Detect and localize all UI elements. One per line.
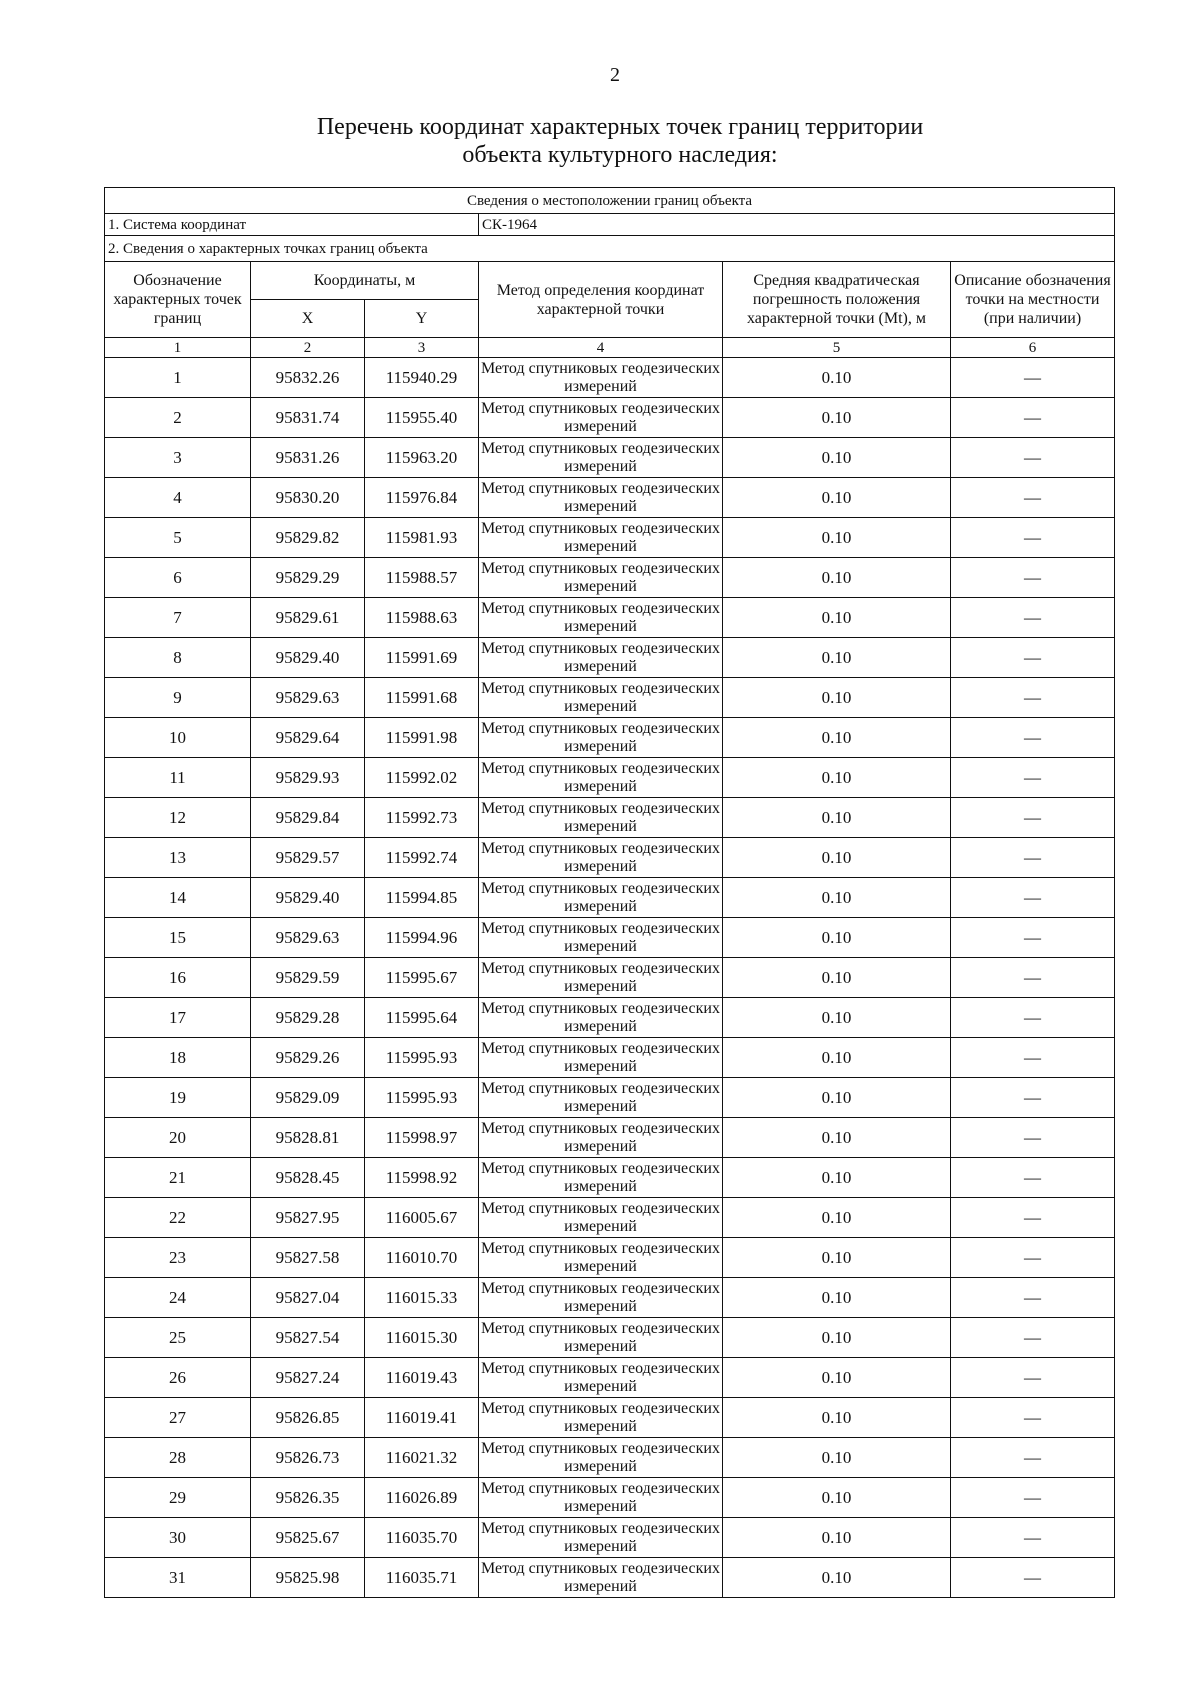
description-cell: —: [951, 1198, 1115, 1238]
point-number: 5: [105, 518, 251, 558]
point-number: 25: [105, 1318, 251, 1358]
point-number: 18: [105, 1038, 251, 1078]
accuracy-value: 0.10: [723, 1118, 951, 1158]
description-cell: —: [951, 1518, 1115, 1558]
point-number: 9: [105, 678, 251, 718]
y-coordinate: 116015.33: [365, 1278, 479, 1318]
table-row: [105, 1158, 1115, 1198]
x-coordinate: 95829.59: [251, 958, 365, 998]
y-coordinate: 116021.32: [365, 1438, 479, 1478]
table-row: [105, 1278, 1115, 1318]
method-cell: Метод спутниковых геодезических измерений: [479, 678, 723, 718]
description-cell: —: [951, 1558, 1115, 1598]
method-cell: Метод спутниковых геодезических измерений: [479, 358, 723, 398]
x-coordinate: 95829.63: [251, 678, 365, 718]
table-row: [105, 1438, 1115, 1478]
table-row: [105, 1358, 1115, 1398]
method-cell: Метод спутниковых геодезических измерений: [479, 1438, 723, 1478]
point-number: 6: [105, 558, 251, 598]
x-coordinate: 95829.64: [251, 718, 365, 758]
column-number: 2: [251, 338, 365, 358]
y-coordinate: 115995.64: [365, 998, 479, 1038]
description-cell: —: [951, 1078, 1115, 1118]
x-coordinate: 95827.58: [251, 1238, 365, 1278]
coordinate-system-label: 1. Система координат: [105, 214, 479, 236]
table-row: [105, 638, 1115, 678]
accuracy-value: 0.10: [723, 1398, 951, 1438]
table-row: [105, 958, 1115, 998]
x-coordinate: 95829.82: [251, 518, 365, 558]
accuracy-value: 0.10: [723, 398, 951, 438]
description-cell: —: [951, 1438, 1115, 1478]
y-coordinate: 116015.30: [365, 1318, 479, 1358]
accuracy-value: 0.10: [723, 1438, 951, 1478]
column-number: 1: [105, 338, 251, 358]
table-row: [105, 998, 1115, 1038]
table-row: [105, 678, 1115, 718]
x-coordinate: 95828.45: [251, 1158, 365, 1198]
document-title-line-1: Перечень координат характерных точек границ территории: [316, 114, 924, 140]
x-coordinate: 95829.09: [251, 1078, 365, 1118]
description-cell: —: [951, 798, 1115, 838]
y-coordinate: 115981.93: [365, 518, 479, 558]
method-cell: Метод спутниковых геодезических измерений: [479, 518, 723, 558]
point-number: 11: [105, 758, 251, 798]
description-cell: —: [951, 478, 1115, 518]
y-coordinate: 116026.89: [365, 1478, 479, 1518]
description-cell: —: [951, 1278, 1115, 1318]
method-cell: Метод спутниковых геодезических измерений: [479, 598, 723, 638]
x-coordinate: 95829.40: [251, 878, 365, 918]
column-number: 3: [365, 338, 479, 358]
table-row: [105, 838, 1115, 878]
accuracy-value: 0.10: [723, 1158, 951, 1198]
method-cell: Метод спутниковых геодезических измерений: [479, 1398, 723, 1438]
y-coordinate: 115994.96: [365, 918, 479, 958]
description-cell: —: [951, 438, 1115, 478]
accuracy-value: 0.10: [723, 1038, 951, 1078]
y-coordinate: 115994.85: [365, 878, 479, 918]
method-cell: Метод спутниковых геодезических измерений: [479, 1358, 723, 1398]
description-cell: —: [951, 1398, 1115, 1438]
point-number: 12: [105, 798, 251, 838]
table-row: [105, 1318, 1115, 1358]
accuracy-value: 0.10: [723, 638, 951, 678]
point-number: 3: [105, 438, 251, 478]
y-coordinate: 116019.43: [365, 1358, 479, 1398]
description-cell: —: [951, 1318, 1115, 1358]
page-number: 2: [610, 64, 620, 86]
table-row: [105, 558, 1115, 598]
table-row: [105, 1398, 1115, 1438]
accuracy-value: 0.10: [723, 1558, 951, 1598]
y-coordinate: 115988.57: [365, 558, 479, 598]
accuracy-value: 0.10: [723, 678, 951, 718]
x-coordinate: 95831.26: [251, 438, 365, 478]
description-cell: —: [951, 1038, 1115, 1078]
accuracy-value: 0.10: [723, 358, 951, 398]
table-row: [105, 718, 1115, 758]
section-2-label: 2. Сведения о характерных точках границ объекта: [105, 236, 1115, 262]
accuracy-value: 0.10: [723, 478, 951, 518]
accuracy-value: 0.10: [723, 718, 951, 758]
method-cell: Метод спутниковых геодезических измерений: [479, 918, 723, 958]
y-coordinate: 115988.63: [365, 598, 479, 638]
x-coordinate: 95829.63: [251, 918, 365, 958]
column-number: 5: [723, 338, 951, 358]
point-number: 24: [105, 1278, 251, 1318]
table-row: [105, 758, 1115, 798]
accuracy-value: 0.10: [723, 1278, 951, 1318]
description-cell: —: [951, 1158, 1115, 1198]
x-coordinate: 95829.26: [251, 1038, 365, 1078]
y-coordinate: 116035.70: [365, 1518, 479, 1558]
method-cell: Метод спутниковых геодезических измерений: [479, 1558, 723, 1598]
table-row: [105, 1478, 1115, 1518]
point-number: 7: [105, 598, 251, 638]
method-cell: Метод спутниковых геодезических измерений: [479, 758, 723, 798]
description-cell: —: [951, 838, 1115, 878]
description-cell: —: [951, 758, 1115, 798]
y-coordinate: 116005.67: [365, 1198, 479, 1238]
header-y: Y: [365, 300, 479, 338]
accuracy-value: 0.10: [723, 798, 951, 838]
description-cell: —: [951, 718, 1115, 758]
table-row: [105, 438, 1115, 478]
method-cell: Метод спутниковых геодезических измерений: [479, 1118, 723, 1158]
x-coordinate: 95831.74: [251, 398, 365, 438]
description-cell: —: [951, 958, 1115, 998]
table-row: [105, 1518, 1115, 1558]
table-row: [105, 598, 1115, 638]
method-cell: Метод спутниковых геодезических измерений: [479, 558, 723, 598]
point-number: 27: [105, 1398, 251, 1438]
description-cell: —: [951, 1118, 1115, 1158]
point-number: 8: [105, 638, 251, 678]
point-number: 14: [105, 878, 251, 918]
y-coordinate: 115976.84: [365, 478, 479, 518]
point-number: 21: [105, 1158, 251, 1198]
point-number: 30: [105, 1518, 251, 1558]
method-cell: Метод спутниковых геодезических измерений: [479, 1518, 723, 1558]
y-coordinate: 115995.93: [365, 1038, 479, 1078]
point-number: 26: [105, 1358, 251, 1398]
x-coordinate: 95826.85: [251, 1398, 365, 1438]
point-number: 22: [105, 1198, 251, 1238]
y-coordinate: 115995.67: [365, 958, 479, 998]
description-cell: —: [951, 678, 1115, 718]
description-cell: —: [951, 1238, 1115, 1278]
table-caption: Сведения о местоположении границ объекта: [105, 188, 1115, 214]
method-cell: Метод спутниковых геодезических измерений: [479, 438, 723, 478]
x-coordinate: 95825.67: [251, 1518, 365, 1558]
accuracy-value: 0.10: [723, 1358, 951, 1398]
y-coordinate: 116019.41: [365, 1398, 479, 1438]
table-row: [105, 1198, 1115, 1238]
point-number: 16: [105, 958, 251, 998]
description-cell: —: [951, 998, 1115, 1038]
accuracy-value: 0.10: [723, 1518, 951, 1558]
point-number: 4: [105, 478, 251, 518]
method-cell: Метод спутниковых геодезических измерений: [479, 718, 723, 758]
point-number: 29: [105, 1478, 251, 1518]
header-method: Метод определения координат характерной точки: [479, 262, 723, 338]
accuracy-value: 0.10: [723, 998, 951, 1038]
accuracy-value: 0.10: [723, 1318, 951, 1358]
table-row: [105, 398, 1115, 438]
table-row: [105, 1238, 1115, 1278]
method-cell: Метод спутниковых геодезических измерений: [479, 1078, 723, 1118]
coordinates-table: [104, 187, 1115, 1598]
method-cell: Метод спутниковых геодезических измерений: [479, 798, 723, 838]
method-cell: Метод спутниковых геодезических измерений: [479, 1478, 723, 1518]
accuracy-value: 0.10: [723, 918, 951, 958]
point-number: 23: [105, 1238, 251, 1278]
point-number: 20: [105, 1118, 251, 1158]
description-cell: —: [951, 598, 1115, 638]
method-cell: Метод спутниковых геодезических измерений: [479, 878, 723, 918]
y-coordinate: 115940.29: [365, 358, 479, 398]
table-row: [105, 1118, 1115, 1158]
table-row: [105, 478, 1115, 518]
x-coordinate: 95829.84: [251, 798, 365, 838]
x-coordinate: 95828.81: [251, 1118, 365, 1158]
y-coordinate: 115992.74: [365, 838, 479, 878]
column-number: 6: [951, 338, 1115, 358]
document-title-line-2: объекта культурного наследия:: [462, 142, 778, 168]
accuracy-value: 0.10: [723, 558, 951, 598]
description-cell: —: [951, 638, 1115, 678]
point-number: 28: [105, 1438, 251, 1478]
document-title: [0, 113, 1200, 169]
method-cell: Метод спутниковых геодезических измерений: [479, 1038, 723, 1078]
point-number: 31: [105, 1558, 251, 1598]
y-coordinate: 115992.02: [365, 758, 479, 798]
y-coordinate: 115963.20: [365, 438, 479, 478]
table-row: [105, 918, 1115, 958]
description-cell: —: [951, 558, 1115, 598]
method-cell: Метод спутниковых геодезических измерений: [479, 398, 723, 438]
x-coordinate: 95827.54: [251, 1318, 365, 1358]
table-row: [105, 1078, 1115, 1118]
accuracy-value: 0.10: [723, 958, 951, 998]
method-cell: Метод спутниковых геодезических измерений: [479, 1238, 723, 1278]
header-accuracy: Средняя квадратическая погрешность положения характерной точки (Mt), м: [723, 262, 951, 338]
accuracy-value: 0.10: [723, 598, 951, 638]
method-cell: Метод спутниковых геодезических измерений: [479, 638, 723, 678]
method-cell: Метод спутниковых геодезических измерений: [479, 1198, 723, 1238]
x-coordinate: 95825.98: [251, 1558, 365, 1598]
x-coordinate: 95826.35: [251, 1478, 365, 1518]
description-cell: —: [951, 518, 1115, 558]
description-cell: —: [951, 878, 1115, 918]
accuracy-value: 0.10: [723, 518, 951, 558]
accuracy-value: 0.10: [723, 1238, 951, 1278]
header-description: Описание обозначения точки на местности (при наличии): [951, 262, 1115, 338]
description-cell: —: [951, 1358, 1115, 1398]
y-coordinate: 115991.98: [365, 718, 479, 758]
y-coordinate: 115992.73: [365, 798, 479, 838]
y-coordinate: 115991.69: [365, 638, 479, 678]
x-coordinate: 95829.61: [251, 598, 365, 638]
description-cell: —: [951, 358, 1115, 398]
x-coordinate: 95832.26: [251, 358, 365, 398]
accuracy-value: 0.10: [723, 1478, 951, 1518]
accuracy-value: 0.10: [723, 838, 951, 878]
point-number: 10: [105, 718, 251, 758]
accuracy-value: 0.10: [723, 878, 951, 918]
x-coordinate: 95827.04: [251, 1278, 365, 1318]
description-cell: —: [951, 918, 1115, 958]
x-coordinate: 95827.95: [251, 1198, 365, 1238]
table-row: [105, 358, 1115, 398]
accuracy-value: 0.10: [723, 438, 951, 478]
table-row: [105, 878, 1115, 918]
method-cell: Метод спутниковых геодезических измерений: [479, 1318, 723, 1358]
method-cell: Метод спутниковых геодезических измерений: [479, 1278, 723, 1318]
description-cell: —: [951, 1478, 1115, 1518]
table-row: [105, 798, 1115, 838]
method-cell: Метод спутниковых геодезических измерений: [479, 958, 723, 998]
accuracy-value: 0.10: [723, 758, 951, 798]
table-row: [105, 518, 1115, 558]
point-number: 17: [105, 998, 251, 1038]
method-cell: Метод спутниковых геодезических измерений: [479, 838, 723, 878]
coordinate-system-value: СК-1964: [479, 214, 1115, 236]
table-row: [105, 1038, 1115, 1078]
y-coordinate: 115998.97: [365, 1118, 479, 1158]
header-coordinates: Координаты, м: [251, 262, 479, 300]
method-cell: Метод спутниковых геодезических измерений: [479, 998, 723, 1038]
accuracy-value: 0.10: [723, 1078, 951, 1118]
y-coordinate: 115955.40: [365, 398, 479, 438]
point-number: 13: [105, 838, 251, 878]
accuracy-value: 0.10: [723, 1198, 951, 1238]
x-coordinate: 95829.57: [251, 838, 365, 878]
x-coordinate: 95829.29: [251, 558, 365, 598]
column-number: 4: [479, 338, 723, 358]
y-coordinate: 116010.70: [365, 1238, 479, 1278]
x-coordinate: 95830.20: [251, 478, 365, 518]
y-coordinate: 115991.68: [365, 678, 479, 718]
x-coordinate: 95829.93: [251, 758, 365, 798]
y-coordinate: 115995.93: [365, 1078, 479, 1118]
method-cell: Метод спутниковых геодезических измерений: [479, 478, 723, 518]
y-coordinate: 115998.92: [365, 1158, 479, 1198]
method-cell: Метод спутниковых геодезических измерений: [479, 1158, 723, 1198]
point-number: 19: [105, 1078, 251, 1118]
point-number: 2: [105, 398, 251, 438]
x-coordinate: 95829.28: [251, 998, 365, 1038]
x-coordinate: 95827.24: [251, 1358, 365, 1398]
description-cell: —: [951, 398, 1115, 438]
y-coordinate: 116035.71: [365, 1558, 479, 1598]
x-coordinate: 95826.73: [251, 1438, 365, 1478]
header-x: X: [251, 300, 365, 338]
x-coordinate: 95829.40: [251, 638, 365, 678]
point-number: 1: [105, 358, 251, 398]
table-row: [105, 1558, 1115, 1598]
header-designation: Обозначение характерных точек границ: [105, 262, 251, 338]
point-number: 15: [105, 918, 251, 958]
